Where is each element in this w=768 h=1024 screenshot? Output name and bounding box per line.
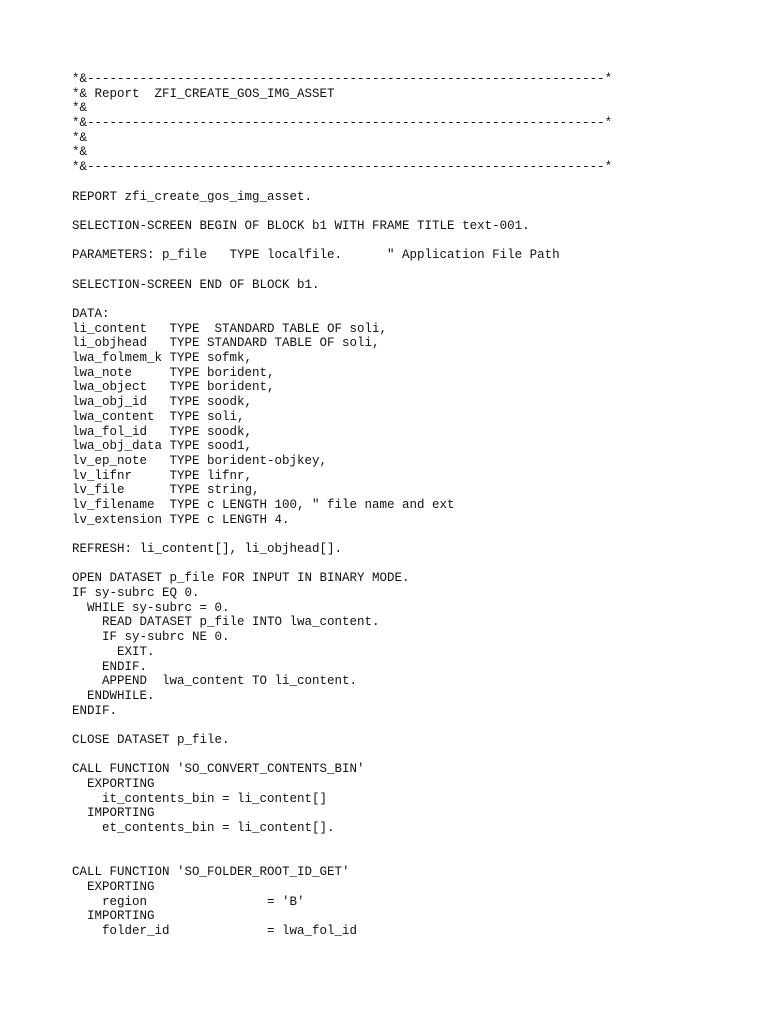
code-line: DATA: (72, 307, 110, 321)
code-line: *&---------------------------------------------------------------------* (72, 160, 613, 175)
code-line: SELECTION-SCREEN END OF BLOCK b1. (72, 277, 320, 292)
code-line: *& (72, 101, 88, 116)
code-line (72, 204, 722, 219)
code-line: lv_ep_note TYPE borident-objkey, (72, 453, 328, 468)
code-line (72, 850, 722, 865)
code-line (72, 263, 722, 278)
code-document (72, 72, 722, 939)
code-line: lv_filename TYPE c LENGTH 100, " file name and ext (72, 497, 455, 512)
code-line: EXPORTING (72, 879, 155, 894)
code-line (72, 234, 722, 249)
code-line: EXIT. (72, 644, 155, 659)
code-line: IMPORTING (72, 909, 155, 924)
code-line: *& (72, 130, 88, 145)
code-line: CLOSE DATASET p_file. (72, 732, 230, 747)
code-line: li_objhead TYPE STANDARD TABLE OF soli, (72, 336, 380, 351)
code-line: lwa_fol_id TYPE soodk, (72, 424, 253, 439)
code-line: IF sy-subrc NE 0. (72, 630, 230, 645)
code-line: EXPORTING (72, 777, 155, 791)
code-line (72, 836, 722, 851)
code-line: lv_file TYPE string, (72, 483, 260, 498)
code-line (72, 527, 722, 542)
code-line: *& (72, 145, 88, 160)
code-line (72, 718, 722, 733)
code-line: READ DATASET p_file INTO lwa_content. (72, 615, 380, 630)
code-line: ENDWHILE. (72, 688, 155, 703)
code-line: *&---------------------------------------------------------------------* (72, 72, 613, 86)
code-line: APPEND lwa_content TO li_content. (72, 674, 358, 689)
code-line (72, 748, 722, 763)
code-line: lwa_note TYPE borident, (72, 365, 275, 380)
code-line (72, 175, 722, 190)
code-line: lwa_obj_id TYPE soodk, (72, 395, 253, 410)
code-line: lwa_obj_data TYPE sood1, (72, 439, 253, 454)
code-line: lwa_folmem_k TYPE sofmk, (72, 351, 253, 366)
code-line: SELECTION-SCREEN BEGIN OF BLOCK b1 WITH FRAME TITLE text-001. (72, 218, 530, 233)
code-line (72, 557, 722, 572)
code-line: OPEN DATASET p_file FOR INPUT IN BINARY MODE. (72, 571, 410, 586)
code-line: REPORT zfi_create_gos_img_asset. (72, 189, 313, 204)
code-line: CALL FUNCTION 'SO_FOLDER_ROOT_ID_GET' (72, 865, 350, 880)
code-line: lv_lifnr TYPE lifnr, (72, 468, 253, 483)
code-line: et_contents_bin = li_content[]. (72, 821, 335, 836)
code-line: WHILE sy-subrc = 0. (72, 600, 230, 615)
code-line: it_contents_bin = li_content[] (72, 791, 328, 806)
code-line: region = 'B' (72, 894, 305, 909)
code-line: IF sy-subrc EQ 0. (72, 586, 200, 601)
code-line: *&---------------------------------------------------------------------* (72, 116, 613, 131)
code-line: *& Report ZFI_CREATE_GOS_IMG_ASSET (72, 86, 335, 101)
code-line: lwa_object TYPE borident, (72, 380, 275, 395)
code-line: ENDIF. (72, 703, 118, 718)
code-line: li_content TYPE STANDARD TABLE OF soli, (72, 321, 388, 336)
code-line: CALL FUNCTION 'SO_CONVERT_CONTENTS_BIN' (72, 762, 365, 777)
code-line: PARAMETERS: p_file TYPE localfile. " Application File Path (72, 248, 560, 263)
code-line: lv_extension TYPE c LENGTH 4. (72, 512, 290, 527)
code-line: lwa_content TYPE soli, (72, 409, 245, 424)
code-line: ENDIF. (72, 659, 148, 674)
code-line: REFRESH: li_content[], li_objhead[]. (72, 542, 343, 556)
code-line: folder_id = lwa_fol_id (72, 923, 358, 938)
code-line: IMPORTING (72, 806, 155, 821)
code-line (72, 292, 722, 307)
